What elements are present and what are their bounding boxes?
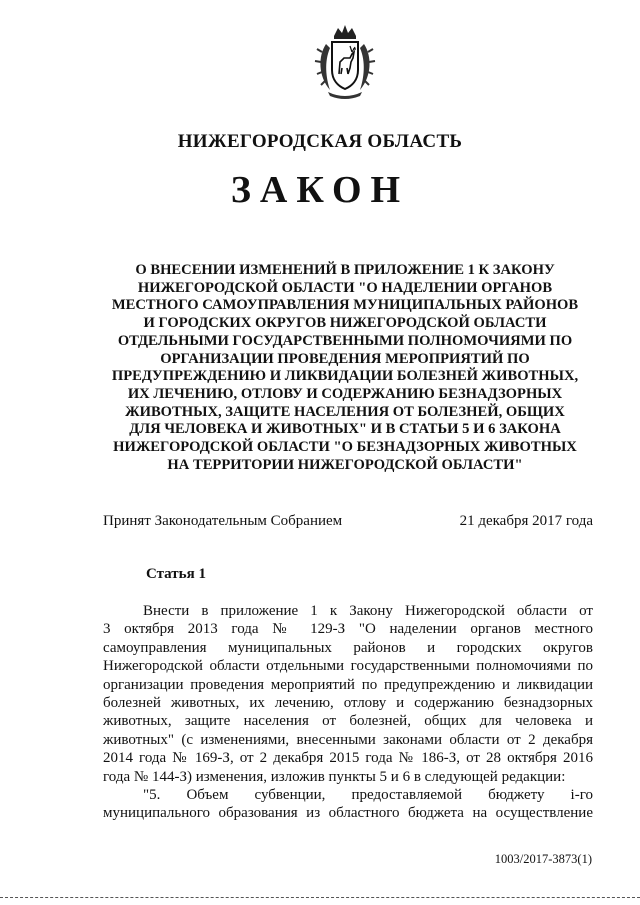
- article-text-line: Нижегородской области отдельными государственными полномочиями по: [103, 658, 593, 675]
- article-text-line: Внести в приложение 1 к Закону Нижегородской области от: [143, 603, 593, 619]
- adoption-date: 21 декабря 2017 года: [459, 513, 593, 529]
- law-title-line: ПРЕДУПРЕЖДЕНИЮ И ЛИКВИДАЦИИ БОЛЕЗНЕЙ ЖИВОТНЫХ,: [111, 368, 579, 385]
- article-text-line: года № 144-З) изменения, изложив пункты 5 и 6 в следующей редакции:: [103, 768, 566, 785]
- law-title-line: ИХ ЛЕЧЕНИЮ, ОТЛОВУ И СОДЕРЖАНИЮ БЕЗНАДЗОРНЫХ: [127, 385, 563, 402]
- law-title-line: ОТДЕЛЬНЫМИ ГОСУДАРСТВЕННЫМИ ПОЛНОМОЧИЯМИ ПО: [117, 332, 573, 349]
- document-type-title: ЗАКОН: [230, 169, 410, 211]
- law-title-line: ЖИВОТНЫХ, ЗАЩИТЕ НАСЕЛЕНИЯ ОТ БОЛЕЗНЕЙ, ОБЩИХ: [125, 403, 565, 420]
- adoption-line: [103, 513, 593, 530]
- article-text-line: 3 октября 2013 года № 129-З "О наделении органов местного: [103, 621, 593, 638]
- law-title-line: НИЖЕГОРОДСКОЙ ОБЛАСТИ "О БЕЗНАДЗОРНЫХ ЖИВОТНЫХ: [113, 439, 577, 456]
- page-edge-divider: [0, 897, 640, 898]
- article-text-line: муниципального образования из областного бюджета на осуществление: [103, 805, 593, 822]
- law-title-line: НА ТЕРРИТОРИИ НИЖЕГОРОДСКОЙ ОБЛАСТИ": [167, 456, 523, 473]
- law-title-line: МЕСТНОГО САМОУПРАВЛЕНИЯ МУНИЦИПАЛЬНЫХ РАЙОНОВ: [111, 297, 579, 314]
- article-text-line: животных" (с изменениями, внесенными законами области от 2 декабря: [103, 731, 593, 748]
- document-number: 1003/2017-3873(1): [494, 852, 592, 866]
- law-title-line: И ГОРОДСКИХ ОКРУГОВ НИЖЕГОРОДСКОЙ ОБЛАСТИ: [143, 315, 547, 332]
- adopting-body: Принят Законодательным Собранием: [103, 513, 343, 529]
- article-text: [103, 602, 593, 823]
- article-text-line: организации проведения мероприятий по предупреждению и ликвидации: [103, 676, 593, 693]
- article-text-line: 2014 года № 169-З, от 2 декабря 2015 года № 186-З, от 28 октября 2016: [103, 750, 593, 767]
- law-title-line: ДЛЯ ЧЕЛОВЕКА И ЖИВОТНЫХ" И В СТАТЬИ 5 И 6 ЗАКОНА: [129, 421, 561, 438]
- law-title: [95, 262, 595, 474]
- law-title-line: ОРГАНИЗАЦИИ ПРОВЕДЕНИЯ МЕРОПРИЯТИЙ ПО: [160, 350, 530, 367]
- coat-of-arms-icon: [312, 22, 378, 102]
- article-text-line: животных, защите населения от болезней, общих для человека и: [103, 713, 593, 730]
- article-text-line: самоуправления муниципальных районов и городских округов: [103, 639, 593, 656]
- law-title-line: НИЖЕГОРОДСКОЙ ОБЛАСТИ "О НАДЕЛЕНИИ ОРГАНОВ: [137, 279, 553, 296]
- article-text-line: болезней животных, их лечению, отлову и содержанию безнадзорных: [103, 695, 593, 712]
- region-title: НИЖЕГОРОДСКАЯ ОБЛАСТЬ: [177, 131, 463, 152]
- article-heading: Статья 1: [146, 566, 206, 582]
- law-title-line: О ВНЕСЕНИИ ИЗМЕНЕНИЙ В ПРИЛОЖЕНИЕ 1 К ЗАКОНУ: [135, 262, 555, 278]
- article-text-line: "5. Объем субвенции, предоставляемой бюджету i-го: [143, 787, 593, 804]
